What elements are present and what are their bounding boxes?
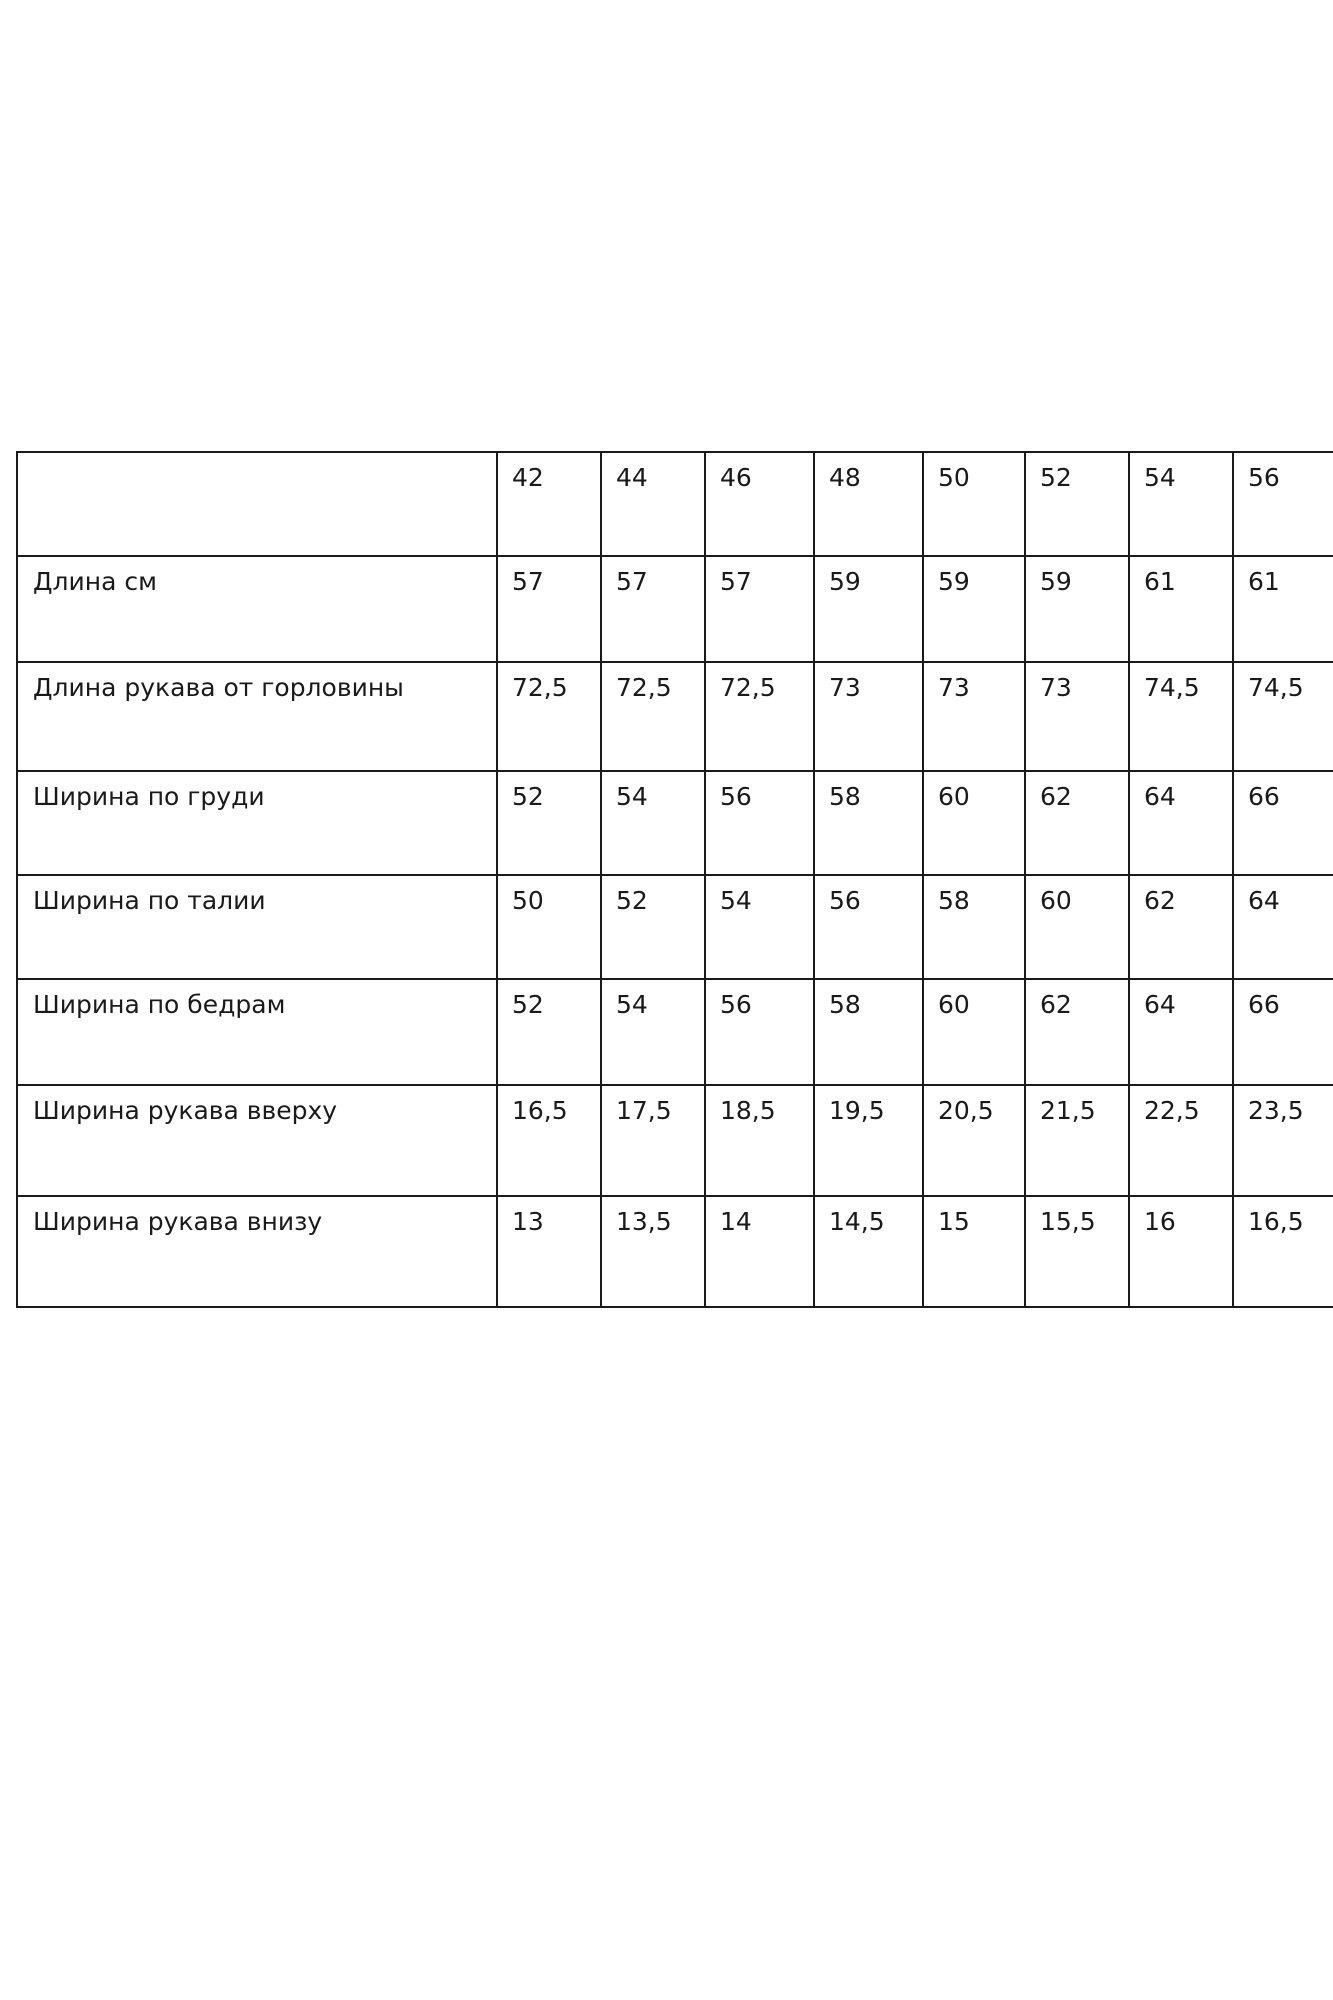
table-cell: 64 [1129,979,1233,1085]
table-row [17,556,1333,662]
table-cell: 58 [923,875,1025,979]
table-cell: 57 [497,556,601,662]
size-header-cell: 42 [497,452,601,556]
table-cell: 58 [814,979,923,1085]
table-cell: 13 [497,1196,601,1307]
table-cell: 19,5 [814,1085,923,1196]
table-cell: 59 [814,556,923,662]
size-header-cell: 50 [923,452,1025,556]
table-cell: 62 [1025,979,1129,1085]
table-cell: 56 [705,771,814,875]
table-row [17,1085,1333,1196]
table-cell: 61 [1233,556,1333,662]
table-cell: 15 [923,1196,1025,1307]
row-label: Ширина рукава вверху [17,1085,497,1196]
table-cell: 18,5 [705,1085,814,1196]
table-row [17,979,1333,1085]
table-cell: 62 [1025,771,1129,875]
table-cell: 54 [601,771,705,875]
table-cell: 60 [923,771,1025,875]
table-cell: 57 [705,556,814,662]
table-cell: 20,5 [923,1085,1025,1196]
table-cell: 50 [497,875,601,979]
size-table [16,451,1333,1308]
table-cell: 60 [1025,875,1129,979]
table-row [17,771,1333,875]
table-cell: 54 [601,979,705,1085]
table-cell: 52 [497,979,601,1085]
table-cell: 74,5 [1233,662,1333,771]
table-cell: 14,5 [814,1196,923,1307]
size-header-cell: 46 [705,452,814,556]
size-header-cell: 48 [814,452,923,556]
table-cell: 56 [705,979,814,1085]
table-cell: 59 [923,556,1025,662]
table-cell: 21,5 [1025,1085,1129,1196]
corner-cell [17,452,497,556]
table-cell: 13,5 [601,1196,705,1307]
size-header-cell: 54 [1129,452,1233,556]
table-cell: 52 [497,771,601,875]
row-label: Ширина по груди [17,771,497,875]
row-label: Ширина рукава внизу [17,1196,497,1307]
table-cell: 60 [923,979,1025,1085]
table-cell: 73 [814,662,923,771]
table-cell: 15,5 [1025,1196,1129,1307]
table-cell: 59 [1025,556,1129,662]
row-label: Ширина по талии [17,875,497,979]
table-cell: 16,5 [1233,1196,1333,1307]
table-cell: 14 [705,1196,814,1307]
table-cell: 17,5 [601,1085,705,1196]
table-cell: 66 [1233,771,1333,875]
table-cell: 16,5 [497,1085,601,1196]
table-cell: 72,5 [705,662,814,771]
table-cell: 73 [923,662,1025,771]
table-cell: 64 [1233,875,1333,979]
size-header-cell: 52 [1025,452,1129,556]
header-row [17,452,1333,556]
table-cell: 72,5 [497,662,601,771]
table-row [17,875,1333,979]
table-row [17,1196,1333,1307]
size-header-cell: 56 [1233,452,1333,556]
row-label: Ширина по бедрам [17,979,497,1085]
table-cell: 23,5 [1233,1085,1333,1196]
row-label: Длина см [17,556,497,662]
table-cell: 57 [601,556,705,662]
table-cell: 62 [1129,875,1233,979]
size-header-cell: 44 [601,452,705,556]
table-cell: 66 [1233,979,1333,1085]
table-cell: 73 [1025,662,1129,771]
table-cell: 56 [814,875,923,979]
row-label: Длина рукава от горловины [17,662,497,771]
table-cell: 16 [1129,1196,1233,1307]
table-cell: 54 [705,875,814,979]
table-row [17,662,1333,771]
table-cell: 74,5 [1129,662,1233,771]
table-cell: 61 [1129,556,1233,662]
table-cell: 64 [1129,771,1233,875]
table-cell: 52 [601,875,705,979]
table-cell: 22,5 [1129,1085,1233,1196]
table-cell: 58 [814,771,923,875]
table-cell: 72,5 [601,662,705,771]
